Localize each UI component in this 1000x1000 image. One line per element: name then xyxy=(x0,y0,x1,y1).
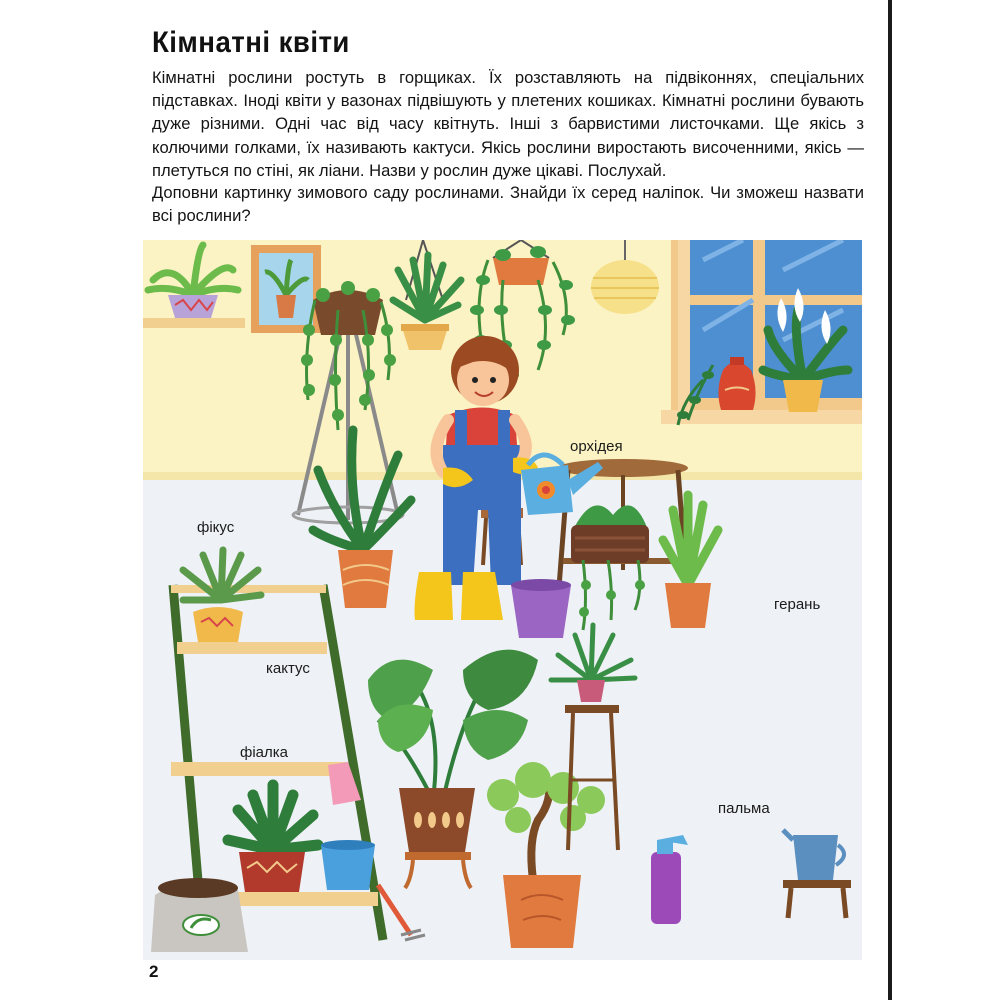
intro-paragraph: Кімнатні рослини ростуть в горщиках. Їх розставляють на підвіконнях, спеціальних підставках. Іноді квіти у вазонах підвішують у плетених кошиках. Кімнатні рослини бувають дуже різними. Одні час від часу квітнуть. Інші з барвистими листочками. Ще якісь з колючими голками, їх називають кактуси. Якісь рослини виростають височенними, якісь — плетуться по стіні, як ліани. Назви у рослин дуже цікаві. Послухай. xyxy=(152,68,864,180)
label-violet: фіалка xyxy=(240,744,289,761)
wall-shelf xyxy=(143,318,245,328)
blue-bucket xyxy=(321,840,375,890)
label-palm: пальма xyxy=(718,800,770,817)
task-paragraph: Доповни картинку зимового саду рослинами. Знайди їх серед наліпок. Чи зможеш назвати всі рослини? xyxy=(152,183,864,226)
label-cactus: кактус xyxy=(266,660,310,677)
soil-bag xyxy=(151,878,248,952)
page-title: Кімнатні квіти xyxy=(152,26,350,59)
page-number: 2 xyxy=(149,962,159,981)
label-orchid: орхідея xyxy=(570,438,623,455)
label-geranium: герань xyxy=(774,596,821,613)
purple-bucket xyxy=(511,579,571,638)
winter-garden-illustration xyxy=(143,240,862,960)
page-edge-line xyxy=(888,0,892,1000)
label-ficus: фікус xyxy=(197,519,235,536)
